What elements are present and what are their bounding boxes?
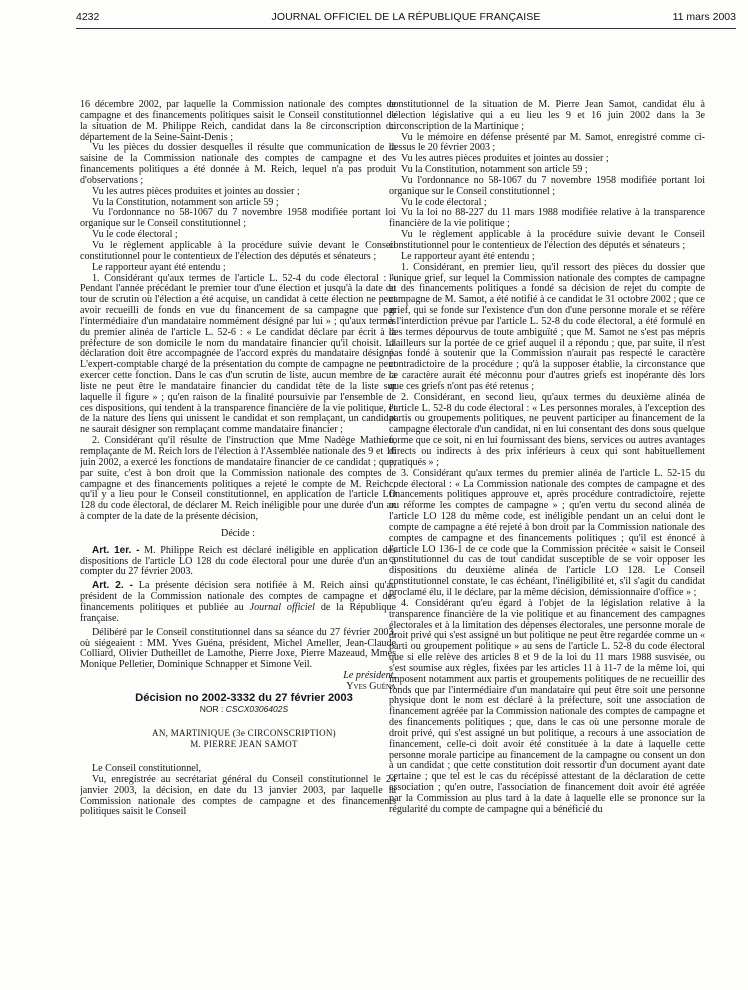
right-column	[389, 100, 705, 988]
paragraph: Le rapporteur ayant été entendu ;	[401, 250, 535, 262]
article-2-text-b: de la République française.	[80, 601, 396, 624]
nor-label: NOR :	[199, 703, 224, 714]
paragraph: 2. Considérant qu'il résulte de l'instruction que Mme Nadège Mathieu, remplaçante de M. Reich lors de l'élection à l'Assemblée nationale des 9 et 16 juin 2002, a exercé les fonctions de mandataire financier de ce candidat ; que, par suite, c'est à bon droit que la Commission nationale des comptes de campagne et des financements politiques a rejeté le compte de M. Reich ; qu'il y a lieu pour le Conseil constitutionnel, en application de l'article LO 128 du code électoral, de déclarer M. Reich inéligible pour une durée d'un an à compter de la date de la présente décision,	[80, 435, 396, 523]
paragraph: Vu les pièces du dossier desquelles il résulte que communication de la saisine de la Commission nationale des comptes de campagne et des financements politiques a été donnée à M. Reich, lequel n'a pas produit d'observations ;	[80, 142, 396, 186]
nor-reference	[80, 704, 396, 715]
paragraph: Vu l'ordonnance no 58-1067 du 7 novembre 1958 modifiée portant loi organique sur le Conseil constitutionnel ;	[80, 207, 396, 230]
paragraph: 16 décembre 2002, par laquelle la Commission nationale des comptes de campagne et des financements politiques saisit le Conseil constitutionnel de la situation de M. Philippe Reich, candidat dans la 8e circonscription du département de la Seine-Saint-Denis ;	[80, 100, 396, 143]
decision-title: Décision no 2002-3332 du 27 février 2003	[135, 691, 353, 704]
signature-name: Yves Guéna	[346, 680, 396, 692]
left-column	[80, 100, 396, 988]
paragraph: Vu le code électoral ;	[92, 229, 178, 241]
page-number: 4232	[76, 11, 100, 23]
issue-date: 11 mars 2003	[672, 11, 736, 23]
paragraph: Vu la Constitution, notamment son article 59 ;	[401, 164, 588, 176]
decide-heading: Décide :	[221, 527, 255, 539]
signature-role: Le président,	[343, 670, 396, 682]
paragraph: 3. Considérant qu'aux termes du premier alinéa de l'article L. 52-15 du code électoral : « La Commission nationale des comptes de campagne et des financements politiques approuve et, après procédure contradictoire, rejette ou réforme les comptes de campagne » ; qu'en vertu du second alinéa de l'article LO 128 du même code, est inéligible pendant un an celui dont le compte de campagne a été rejeté à bon droit par la Commission nationale des comptes de campagne et des financements politiques ; qu'il est énoncé à l'article LO 136-1 de ce code que la Commission précitée « saisit le Conseil constitutionnel du cas de tout candidat susceptible de se voir opposer les dispositions du deuxième alinéa de l'article LO 128. Le Conseil constitutionnel constate, le cas échéant, l'inéligibilité et, s'il s'agit du candidat proclamé élu, il le déclare, par la même décision, démissionnaire d'office » ;	[389, 467, 705, 598]
paragraph: Vu le mémoire en défense présenté par M. Samot, enregistré comme ci-dessus le 20 février 2003 ;	[389, 131, 705, 154]
page-header	[76, 8, 736, 26]
paragraph: Vu la Constitution, notamment son article 59 ;	[92, 196, 279, 208]
journal-title: JOURNAL OFFICIEL DE LA RÉPUBLIQUE FRANÇAISE	[271, 11, 541, 23]
paragraph: 1. Considérant qu'aux termes de l'article L. 52-4 du code électoral : « Pendant l'année précédant le premier tour d'une élection et jusqu'à la date du tour de scrutin où l'élection a été acquise, un candidat à cette élection ne peut avoir recueilli de fonds en vue du financement de sa campagne que par l'intermédiaire d'un mandataire nommément désigné par lui » ; qu'aux termes du premier alinéa de l'article L. 52-6 : « Le candidat déclare par écrit à la préfecture de son domicile le nom du mandataire financier qu'il choisit. La déclaration doit être accompagnée de l'accord exprès du mandataire désigné. L'expert-comptable chargé de la présentation du compte de campagne ne peut exercer cette fonction. Dans le cas d'un scrutin de liste, aucun membre de la liste ne peut être le mandataire financier du candidat tête de la liste sur laquelle il figure » ; qu'en raison de la finalité poursuivie par l'ensemble de ces dispositions, qui tendent à la transparence financière de la vie politique, et de la nature des liens qui unissent le candidat et son remplaçant, un candidat ne saurait désigner son remplaçant comme mandataire financier ;	[80, 272, 396, 436]
paragraph: 2. Considérant, en second lieu, qu'aux termes du deuxième alinéa de l'article L. 52-8 du code électoral : « Les personnes morales, à l'exception des partis ou groupements politiques, ne peuvent participer au financement de la campagne électorale d'un candidat, ni en lui consentant des dons sous quelque forme que ce soit, ni en lui fournissant des biens, services ou autres avantages directs ou indirects à des prix inférieurs à ceux qui sont habituellement pratiqués » ;	[389, 391, 705, 468]
article-2	[80, 581, 396, 624]
header-rule	[76, 28, 736, 29]
subject-line-1: AN, MARTINIQUE (3e CIRCONSCRIPTION)	[152, 728, 336, 739]
paragraph: Le rapporteur ayant été entendu ;	[92, 261, 226, 273]
article-2-label: Art. 2. -	[92, 580, 133, 592]
paragraph: Vu la loi no 88-227 du 11 mars 1988 modifiée relative à la transparence financière de la vie politique ;	[389, 207, 705, 230]
article-1	[80, 546, 396, 579]
deliberation: Délibéré par le Conseil constitutionnel dans sa séance du 27 février 2003, où siégeaient : MM. Yves Guéna, président, Michel Ameller, Jean-Claude Colliard, Olivier Dutheillet de Lamothe, Pierre Joxe, Pierre Mazeaud, Mmes Monique Pelletier, Dominique Schnapper et Simone Veil.	[80, 626, 396, 671]
paragraph: 4. Considérant qu'eu égard à l'objet de la législation relative à la transparence financière de la vie politique et au financement des campagnes électorales et à la limitation des dépenses électorales, une personne morale de droit privé qui s'est assigné un but politique ne peut être regardée comme un « parti ou groupement politique » au sens de l'article L. 52-8 du code électoral que si elle relève des articles 8 et 9 de la loi du 11 mars 1988 susvisée, ou s'est soumise aux règles, fixées par les articles 11 à 11-7 de la même loi, qui imposent notamment aux partis et groupements politiques de ne recueillir des fonds que par l'intermédiaire d'un mandataire qui peut être soit une personne physique dont le nom est déclaré à la préfecture, soit une association de financement agréée par la Commission nationale des comptes de campagne et des financements politiques ; que, dans le cas où une personne morale de droit privé, qui s'est assigné un but politique, a recours à une association de financement, celle-ci doit avoir été constituée à la date à laquelle cette personne morale participe au financement de la campagne ou consent un don à un candidat ; que cette constitution doit ressortir d'un document ayant date certaine ; que tel est le cas du récépissé attestant de la déclaration de cette association ; qu'en outre, l'association de financement doit avoir été agréée par la Commission au plus tard à la date à laquelle elle se prononce sur la régularité du compte de campagne qui a bénéficié du	[389, 597, 705, 815]
paragraph: Vu les autres pièces produites et jointes au dossier ;	[92, 185, 300, 197]
paragraph: Vu le règlement applicable à la procédure suivie devant le Conseil constitutionnel pour le contentieux de l'élection des députés et sénateurs ;	[389, 229, 705, 251]
paragraph: Vu l'ordonnance no 58-1067 du 7 novembre 1958 modifiée portant loi organique sur le Conseil constitutionnel ;	[389, 174, 705, 197]
paragraph: Vu le règlement applicable à la procédure suivie devant le Conseil constitutionnel pour le contentieux de l'élection des députés et sénateurs ;	[80, 239, 396, 262]
article-2-text-a: La présente décision sera notifiée à M. Reich ainsi qu'au président de la Commission nationale des comptes de campagne et des financements politiques et publiée au	[80, 580, 396, 613]
paragraph: Le Conseil constitutionnel,	[92, 763, 202, 775]
paragraph: Vu les autres pièces produites et jointes au dossier ;	[401, 153, 609, 165]
paragraph: Vu, enregistrée au secrétariat général du Conseil constitutionnel le 24 janvier 2003, la décision, en date du 13 janvier 2003, par laquelle la Commission nationale des comptes de campagne et des financements politiques saisit le Conseil	[80, 773, 396, 818]
article-1-text: M. Philippe Reich est déclaré inéligible en application des dispositions de l'article LO 128 du code électoral pour une durée d'un an à compter du 27 février 2003.	[80, 544, 396, 578]
journal-officiel-ref: Journal officiel	[249, 601, 315, 613]
paragraph: constitutionnel de la situation de M. Pierre Jean Samot, candidat élu à l'élection législative qui a eu lieu les 9 et 16 juin 2002 dans la 3e circonscription de la Martinique ;	[389, 100, 705, 132]
paragraph: Vu le code électoral ;	[401, 196, 487, 208]
paragraph: 1. Considérant, en premier lieu, qu'il ressort des pièces du dossier que l'unique grief, sur lequel la Commission nationale des comptes de campagne et des financements politiques a fondé sa décision de rejet du compte de campagne de M. Samot, a été notifié à ce candidat le 31 octobre 2002 ; que ce grief, qui se fonde sur l'existence d'un don d'une personne morale et se réfère à l'interdiction prévue par l'article L. 52-8 du code électoral, a été formulé en des termes dépourvus de toute ambiguïté ; que M. Samot ne s'est pas mépris d'ailleurs sur la portée de ce grief auquel il a répondu ; que, par suite, il n'est pas fondé à soutenir que la Commission n'aurait pas respecté le caractère contradictoire de la procédure ; qu'à la supposer établie, la circonstance que ce caractère aurait été méconnu pour d'autres griefs est inopérante dès lors que ces griefs n'ont pas été retenus ;	[389, 261, 705, 392]
subject-line-2: M. PIERRE JEAN SAMOT	[190, 739, 298, 750]
nor-code: CSCX0306402S	[225, 703, 289, 714]
article-1-label: Art. 1er. -	[92, 544, 140, 556]
